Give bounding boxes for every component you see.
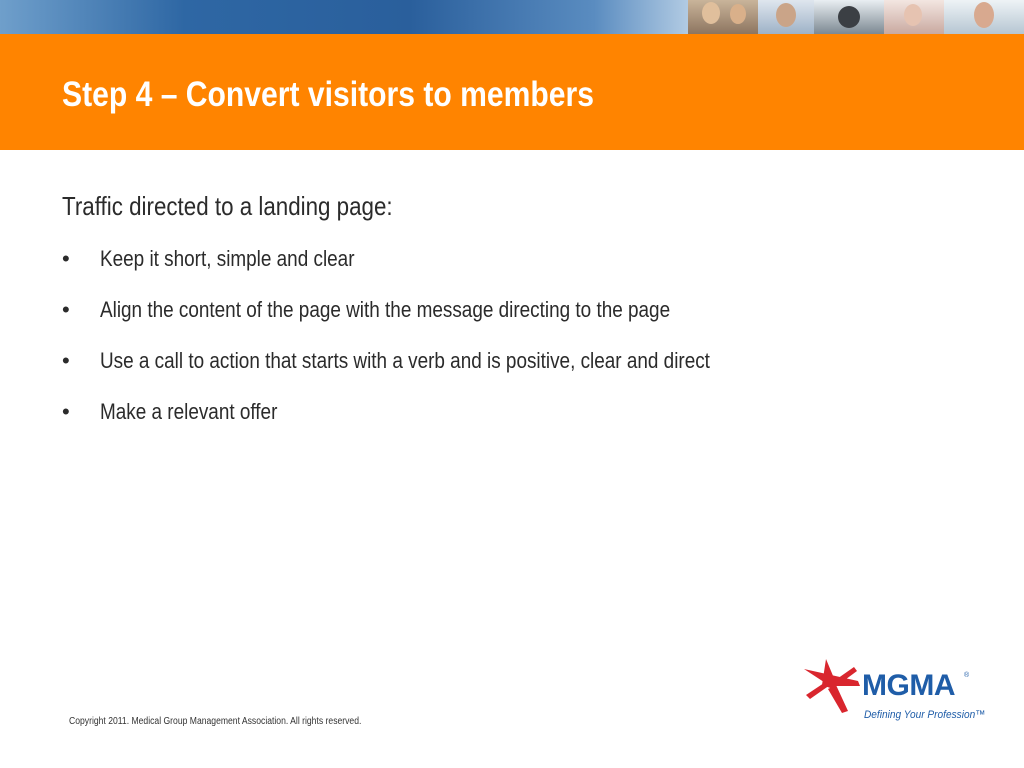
header-photo-strip <box>688 0 1024 34</box>
bullet-text: Use a call to action that starts with a verb and is positive, clear and direct <box>100 348 710 373</box>
slide-title: Step 4 – Convert visitors to members <box>62 75 594 114</box>
photo-patient <box>758 0 814 34</box>
photo-nurse <box>944 0 1024 34</box>
photo-doctor-group <box>688 0 758 34</box>
top-banner-strip <box>0 0 1024 34</box>
bullet-text: Align the content of the page with the message directing to the page <box>100 297 671 322</box>
bullet-marker: • <box>62 348 70 373</box>
copyright-notice: Copyright 2011. Medical Group Management Association. All rights reserved. <box>69 716 362 727</box>
bullet-text: Make a relevant offer <box>100 399 278 424</box>
logo-wordmark: MGMA <box>862 669 955 702</box>
photo-stethoscope <box>814 0 884 34</box>
bullet-marker: • <box>62 297 70 322</box>
bullet-text: Keep it short, simple and clear <box>100 246 355 271</box>
logo-registered-mark: ® <box>964 672 970 679</box>
logo-tagline: Defining Your Profession™ <box>864 709 986 721</box>
bullet-marker: • <box>62 399 70 424</box>
star-logo-icon <box>800 655 862 715</box>
bullet-marker: • <box>62 246 70 271</box>
photo-clinic <box>884 0 944 34</box>
mgma-logo <box>800 655 986 725</box>
intro-text: Traffic directed to a landing page: <box>62 191 393 221</box>
